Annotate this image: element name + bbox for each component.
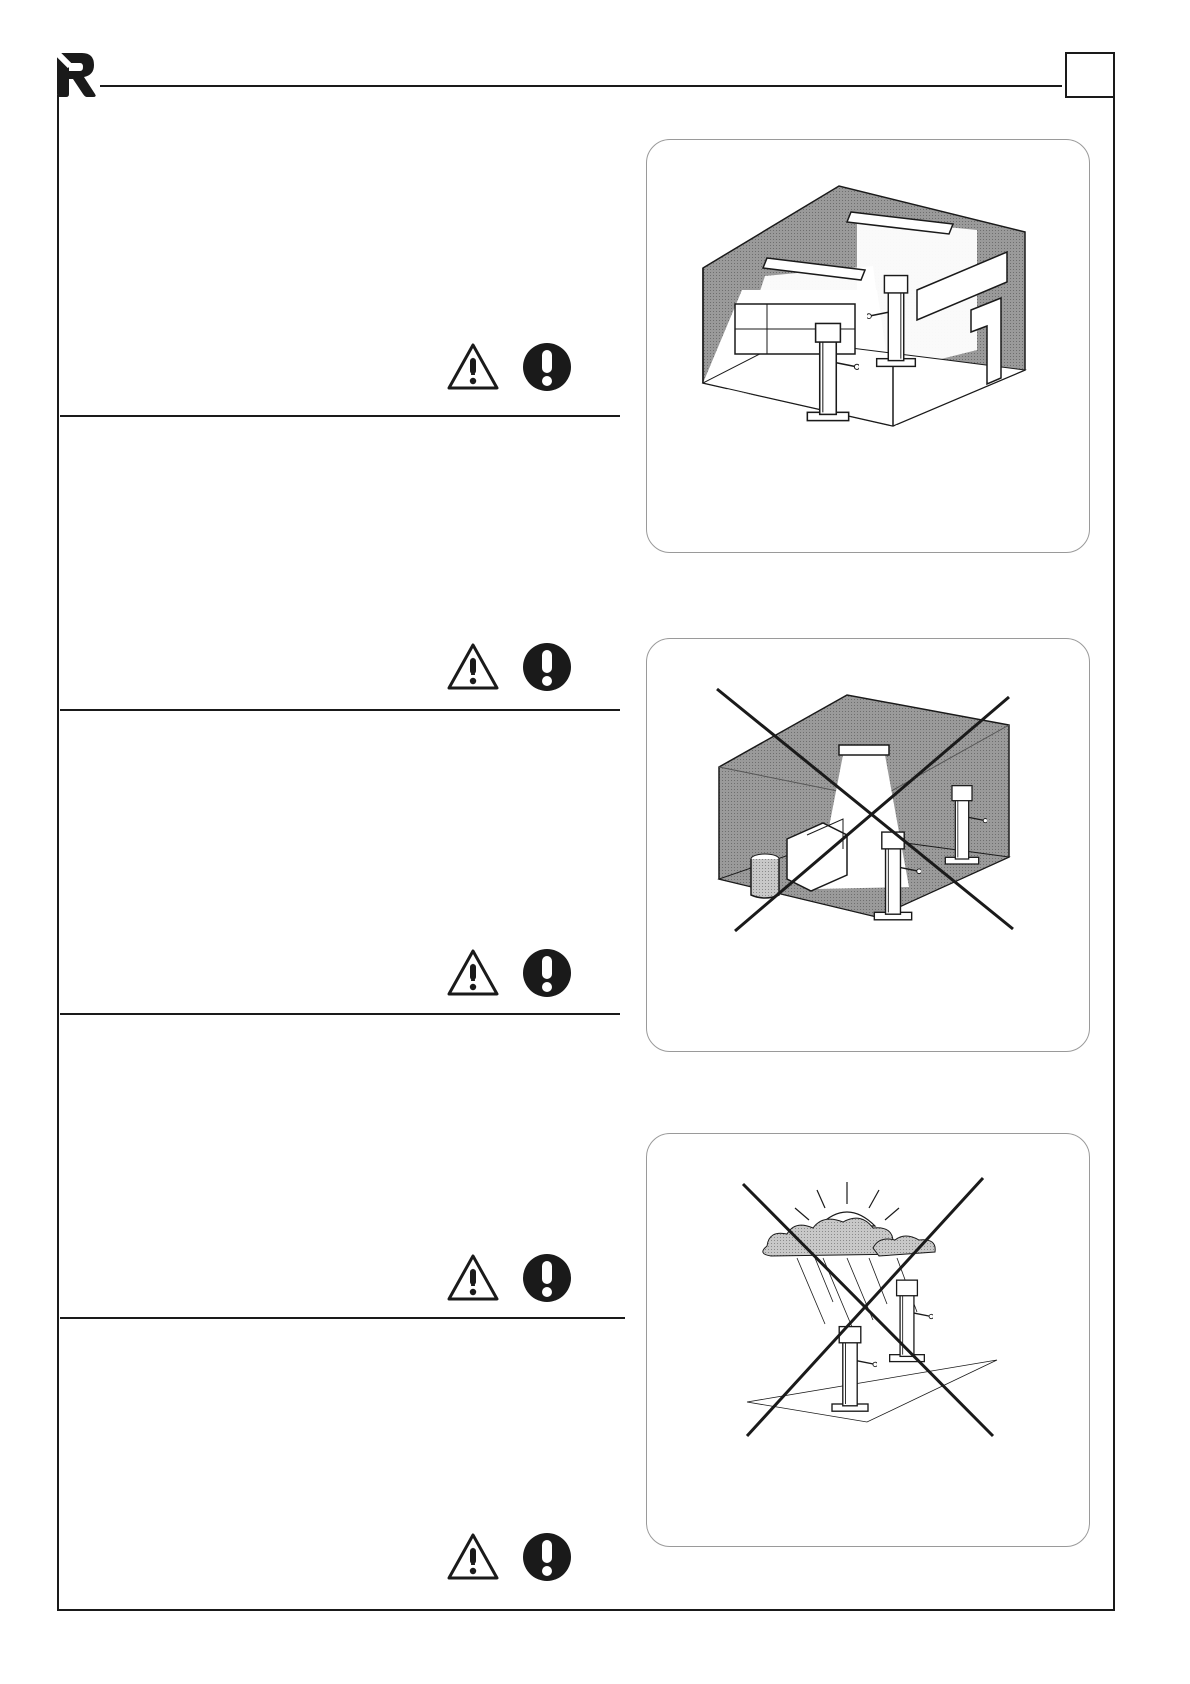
section-separator [60,709,620,711]
warning-icons-section-3 [446,948,572,998]
attention-exclamation-icon [522,1253,572,1303]
attention-exclamation-icon [522,1532,572,1582]
warning-icons-section-4 [446,1253,572,1303]
lift-columns-in-lit-room-icon [647,140,1089,552]
lift-columns-outdoors-icon [647,1134,1089,1546]
attention-exclamation-icon [522,642,572,692]
section-separator [60,415,620,417]
frame-bottom [57,1609,1115,1611]
warning-icons-section-1 [446,342,572,392]
brand-r-logo-icon [54,50,98,100]
frame-left [57,95,59,1611]
warning-triangle-icon [446,1253,500,1303]
warning-triangle-icon [446,948,500,998]
brand-logo [54,50,98,100]
attention-exclamation-icon [522,342,572,392]
header-rule [100,85,1062,87]
frame-right [1113,95,1115,1611]
warning-triangle-icon [446,642,500,692]
section-separator [60,1013,620,1015]
illustration-panel-dark-room [646,638,1090,1052]
warning-triangle-icon [446,1532,500,1582]
warning-triangle-icon [446,342,500,392]
warning-icons-section-2 [446,642,572,692]
lift-columns-in-dark-room-icon [647,639,1089,1051]
attention-exclamation-icon [522,948,572,998]
warning-icons-section-5 [446,1532,572,1582]
illustration-panel-well-lit-room [646,139,1090,553]
section-separator [60,1317,625,1319]
page-number-box [1065,52,1115,98]
illustration-panel-outdoor [646,1133,1090,1547]
